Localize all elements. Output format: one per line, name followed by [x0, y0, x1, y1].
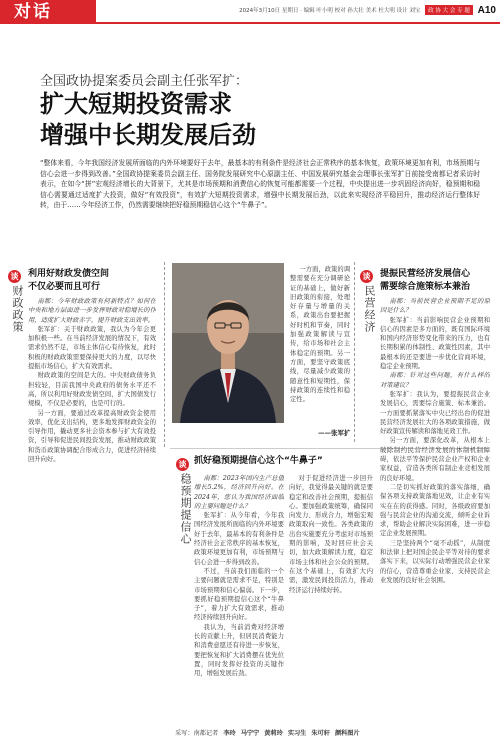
section-body-private-economy — [380, 297, 490, 722]
section-side-label: 稳预期提信心 — [179, 473, 192, 545]
section-side-label: 民营经济 — [363, 285, 376, 333]
answer-paragraph: 对于促进经济进一步回升向好，我觉得最关键的就是要稳定和改善社会预期，提振信心。要加强政策统筹，确保同向发力、形成合力，增强宏观政策取向一致性。各类政策的出台实施要充分考虑对市场预期的影响，及时回应社会关切，加大政策解读力度，稳定市场主体和社会公众的预期。在这个基础上，有效扩大内需，激发民间投资活力，推动经济运行持续好转。 — [289, 475, 373, 594]
section-marker-fiscal — [8, 270, 25, 333]
section-dot: 谈 — [8, 270, 21, 283]
credit-name: 李玲 — [223, 730, 236, 737]
answer-paragraph: 张军扩：我认为，要提振民营企业发展信心，需要综合施策、标本兼治。一方面要抓紧落实中央已经出台的促进民营经济发展壮大的各项政策措施，做好政策宣传解读和落地见效工作。 — [380, 390, 490, 436]
continued-paragraph: 一方面，政策的调整需要在充分调研论证的基础上，做好新旧政策的衔接，处理好存量与增量的关系，政策出台要把握好时机和节奏，同时加强政策解读与宣传，给市场和社会主体稳定的预期。另一方面，要坚守政策底线，尽量减少政策的随意性和短期性，保持政策的连续性和稳定性。 — [290, 266, 350, 404]
section-title-line: 利用好财政发债空间 — [28, 269, 110, 279]
byline-signature: ——张军扩 — [318, 429, 351, 437]
section-side-label: 财政政策 — [11, 285, 24, 333]
section-dot: 谈 — [360, 270, 373, 283]
question: 南都：今年财政政策有何新特点？如何在中央和地方层面进一步发挥财政对稳增长的作用，适度扩大财政赤字，提升财政支出效率。 — [28, 298, 156, 324]
portrait-illustration — [172, 263, 284, 423]
section-title-line: 提振民营经济发展信心 — [380, 269, 471, 279]
column-divider — [164, 262, 165, 447]
article-subtitle: 全国政协提案委员会副主任张军扩： — [40, 74, 249, 89]
section-marker-private-economy — [360, 270, 377, 333]
question: 南都：2023年国内生产总值增长5.2%，经济回升向好。在2024年，您认为我国经济面临的主要问题是什么？ — [194, 475, 284, 510]
article-lead: “整体来看，今年我国经济发展所面临的内外环境要好于去年，最基本的有利条件是经济社会正常秩序的基本恢复，政策环境更加有利，市场预期与信心会进一步得到改善。”全国政协提案委员会副主任、国务院发展研究中心原副主任、中国发展研究基金会理事长张军扩日前接受南都记者采访时表示，在如今“拼”宏观经济增长的大背景下，尤其是市场预期和消费信心的恢复可能都需要一个过程，中央提出进一步巩固经济向好，稳预期和稳信心需要通过适度扩大投资，做好“有效投资”，有效扩大短期投资需求，增强中长期发展后劲，以此来实现经济平稳回升，推动经济运行整体好转，由于……今年经济工作，仍然需要继续把好稳预期稳信心这个“牛鼻子”。 — [40, 159, 480, 209]
section-title-private-economy — [380, 268, 470, 293]
page-header — [0, 0, 500, 24]
credits-label: 采写： — [175, 730, 194, 737]
credit-name: 马宁宁 — [240, 730, 260, 737]
issue-info — [239, 5, 496, 16]
answer-paragraph: 张军扩：当前影响民营企业预期和信心的因素是多方面的，既有国际环境和国内经济形势变化带来的压力，也有长期积累的体制性、政策性因素，其中最根本的还是要进一步优化营商环境，稳定企业预期。 — [380, 316, 490, 371]
column-badge: 政 协 大 会 专 题 — [425, 5, 473, 15]
section-title-line: 抓好稳预期提信心这个“牛鼻子” — [194, 456, 323, 466]
answer-paragraph: 另一方面，要通过改革提高财政资金使用效率，优化支出结构，更多地发挥财政资金的引导作用，撬动更多社会资本参与扩大有效投资，引导和促进民间投资发展，推动财政政策和货币政策协调配合形成合力，促进经济持续回升向好。 — [28, 409, 156, 464]
section-marker-expectations — [176, 458, 193, 545]
answer-paragraph: 张军扩：从今年看，今年我国经济发展所面临的内外环境要好于去年，最基本的有利条件是经济社会正常秩序的基本恢复，政策环境更加有利，市场预期与信心会进一步得到改善。 — [194, 512, 284, 566]
title-line-2: 增强中长期发展后劲 — [40, 120, 256, 149]
answer-paragraph: 财政政策的空间是大的。中央财政债务负担较轻，目前我国中央政府的债务水平还不高，所以利用好财政发债空间，扩大国债发行规模，不仅是必要的，也是可行的。 — [28, 372, 156, 408]
credit-name: 颜科图片 — [334, 730, 360, 737]
column-divider — [354, 262, 355, 442]
answer-paragraph: 三是坚持两个“毫不动摇”，从制度和法律上把对国企民企平等对待的要求落实下来，以实际行动增强民营企业家的信心，营造尊重企业家、支持民营企业发展的良好社会氛围。 — [380, 539, 490, 584]
title-line-1: 扩大短期投资需求 — [40, 89, 232, 118]
question: 南都：针对这些问题，有什么样的对策建议？ — [380, 372, 490, 389]
section-body-expectations-left — [194, 474, 284, 722]
section-title-line: 需要综合施策标本兼治 — [380, 281, 471, 292]
answer-paragraph: 张军扩：关于财政政策，我认为今年会更加积极一些。在当前经济发展的情况下，有效需求仍然不足，市场主体信心有待恢复，此时积极的财政政策需要保持更大的力度，以尽快提振市场信心，扩大有效需求。 — [28, 325, 156, 371]
section-body-fiscal — [28, 297, 156, 722]
section-title-line: 不仅必要而且可行 — [28, 281, 101, 292]
article-title — [40, 88, 256, 150]
page-number: A10 — [477, 5, 496, 16]
section-dot: 谈 — [176, 458, 189, 471]
question: 南都：当前民营企业预期不足的原因是什么？ — [380, 298, 490, 315]
issue-date-editors: 2024年3月10日 星期日 · 编辑 叶小明 校对 孙大壮 美术 杜大明 设计 刘宝 — [239, 8, 421, 14]
header-rule — [0, 22, 500, 24]
credit-name: 朱可轩 — [311, 730, 330, 737]
credit-name: 南都记者 — [193, 730, 219, 737]
section-title-expectations — [194, 455, 323, 468]
section-title-fiscal — [28, 268, 109, 293]
section-body-expectations-right — [289, 474, 373, 722]
answer-paragraph: 不过，当前我们面临的一个主要问题就是需求不足，特别是市场预期和信心偏弱。下一步，要抓好稳预期提信心这个“牛鼻子”，着力扩大有效需求，推动经济持续回升向好。 — [194, 567, 284, 622]
answer-paragraph: 另一方面，要深化改革，从根本上破除制约民营经济发展的体制机制障碍，依法平等保护民营企业产权和企业家权益，营造各类所有制企业竞相发展的良好环境。 — [380, 437, 490, 482]
section-body-continued — [290, 265, 350, 423]
credit-name: 实习生 — [287, 730, 307, 737]
footer-credits — [175, 728, 360, 737]
portrait-photo — [172, 263, 284, 423]
answer-paragraph: 我认为，当前消费对经济增长的贡献上升，但居民消费能力和消费意愿还有待进一步恢复，要把恢复和扩大消费摆在优先位置，同时发挥好投资的关键作用，增强发展后劲。 — [194, 623, 284, 678]
answer-paragraph: 二是切实抓好政策的落实落细，确保各项支持政策落地见效，让企业有实实在在的获得感。同时，各级政府要加强与民营企业的沟通交流，倾听企业诉求，帮助企业解决实际困难，进一步稳定企业发展预期。 — [380, 483, 490, 538]
credit-name: 黄莉玲 — [264, 730, 283, 737]
section-tag: 对话 — [0, 0, 96, 24]
